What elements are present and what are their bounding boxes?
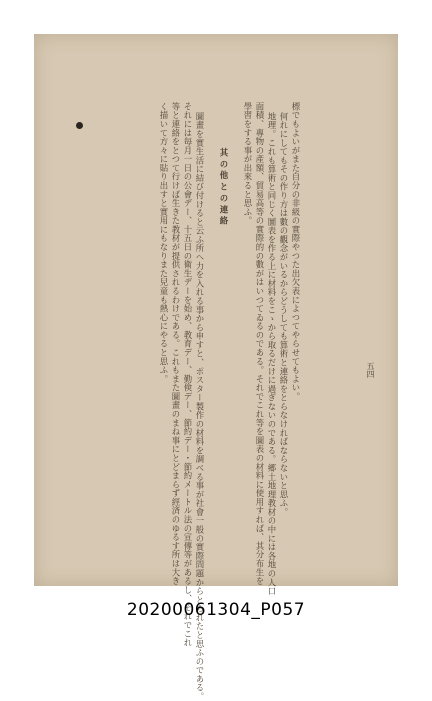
punch-hole [76, 122, 83, 129]
text-column: 地理。これも算術と同じく圖表を作る上に材料をこゝから取るだけに過ぎないのである。郷土地理教材の中には各地の人口 [267, 112, 277, 596]
text-column: 學習をする事が出來ると思ふ。 [243, 102, 253, 226]
text-column: それには毎月一日の公會デー、十五日の衛生デーを始め、教育デー、勤倹デー、節約デー・節約メートル法の宣傳等があるし、それでこれ [183, 102, 193, 647]
section-heading: 其の他との連絡 [219, 148, 229, 228]
text-column: 面積、專物の產額、貿易高等の實際的の數がはいつてゐるのである。それでこれ等を圖表の材料に使用すれば、其分布生を [255, 102, 265, 586]
text-column: 何れにしてもその作り方は數の觀念がいるからどうしても算術と連絡をとらなければならないと思ふ。 [279, 112, 289, 517]
text-column: 標でもよいがまた自分の非級の實際やつた出欠表によつてやらせてもよい。 [291, 102, 301, 401]
image-caption: 20200061304_P057 [126, 600, 306, 620]
page-number: 五四 [366, 362, 375, 378]
text-column: く描いて方々に貼り出すと實用にもなりまた兒童も熱心にやると思ふ。 [159, 102, 169, 384]
text-column: 圖畫を實生活に結び付けると云ふ所へ力を入れる事から申すと、ポスター製作の材料を調べる事が社會一般の實際問題からとられたと思ふのである。 [195, 112, 205, 701]
text-column: 等と連絡をとつて行けば生きた教材が提供されるわけである。これもまた圖畫のまね事にとどまらず經済のゆるす所は大き [171, 102, 181, 586]
